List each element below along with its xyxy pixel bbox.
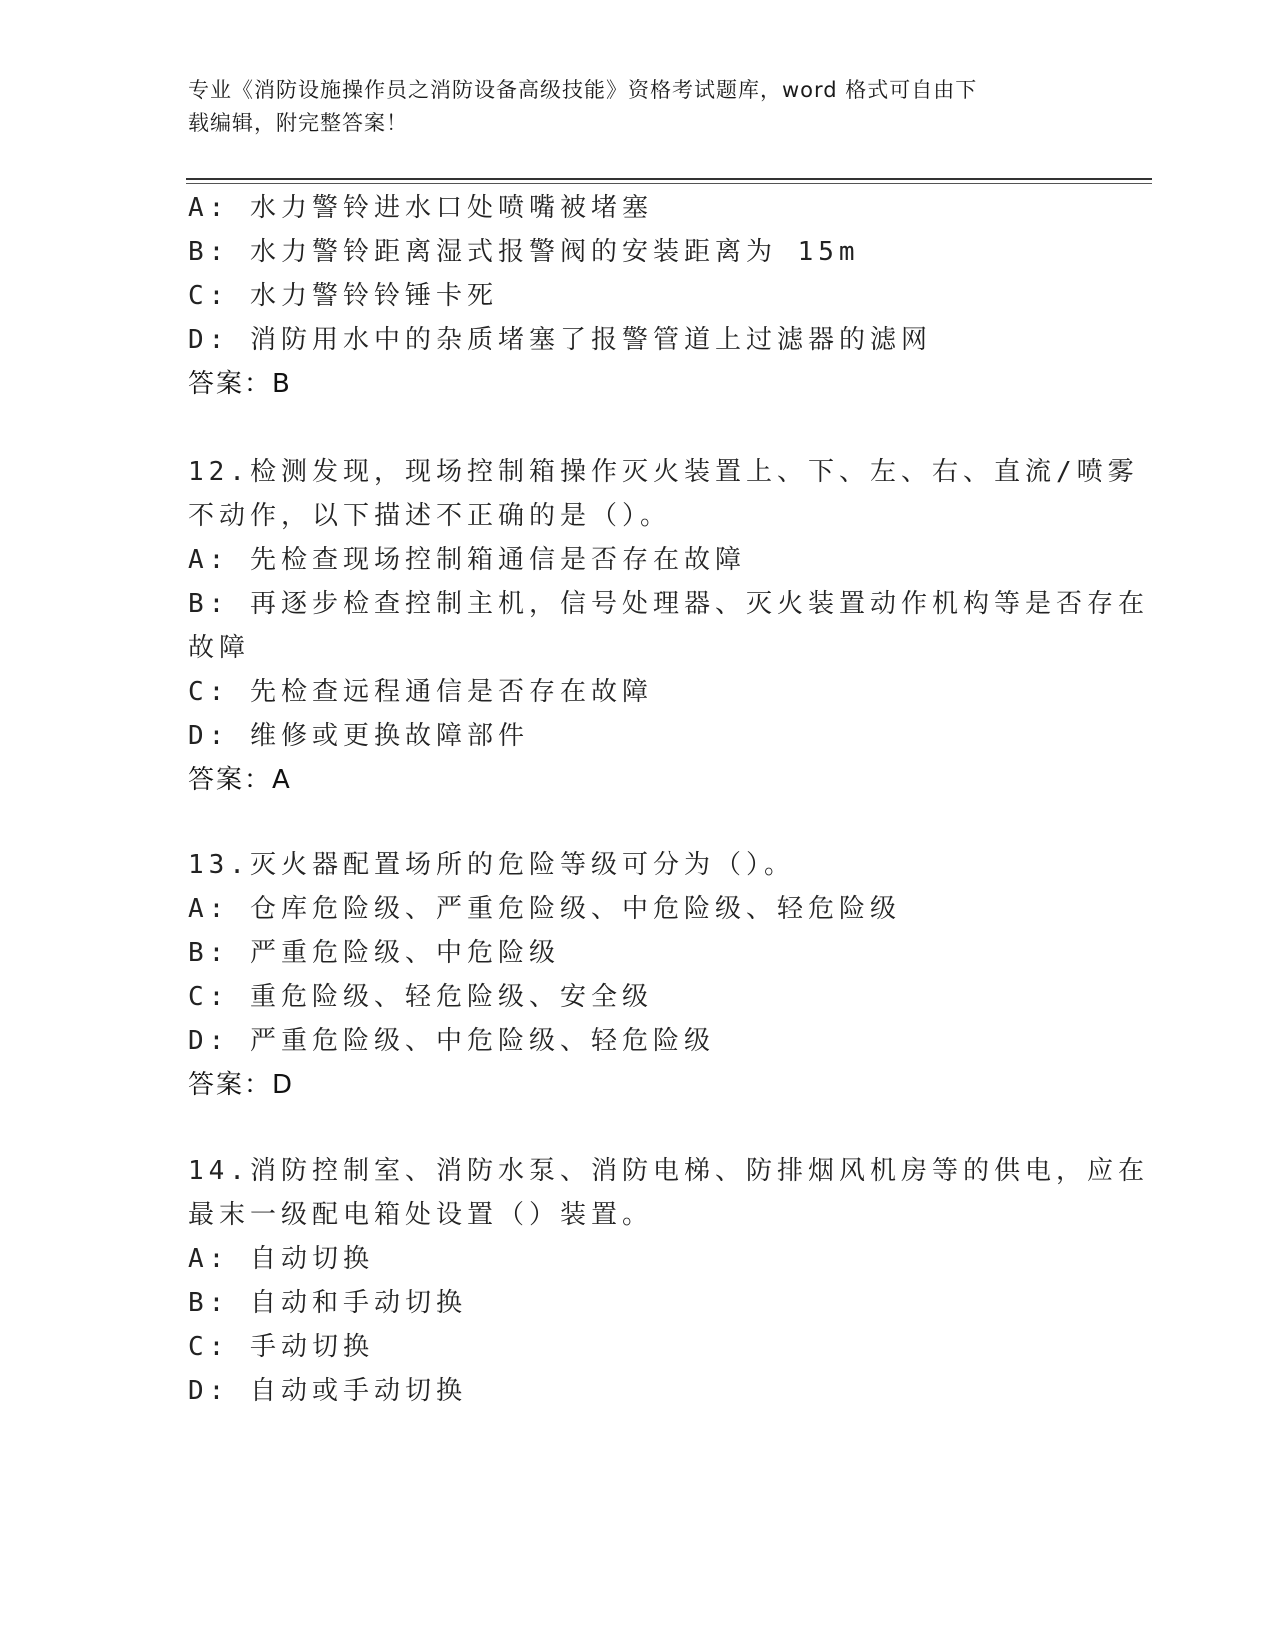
q11-option-a: A: 水力警铃进水口处喷嘴被堵塞 (188, 193, 653, 223)
q11-option-b: B: 水力警铃距离湿式报警阀的安装距离为 15m (188, 237, 860, 267)
q14-option-b: B: 自动和手动切换 (188, 1288, 467, 1318)
q14-option-a: A: 自动切换 (188, 1244, 374, 1274)
q14-stem-line-2: 最末一级配电箱处设置（）装置。 (188, 1200, 654, 1230)
q11-answer: 答案：B (188, 369, 292, 399)
q12-option-a: A: 先检查现场控制箱通信是否存在故障 (188, 545, 746, 575)
q14-option-c: C: 手动切换 (188, 1332, 374, 1362)
q14-stem-line-1: 14.消防控制室、消防水泵、消防电梯、防排烟风机房等的供电，应在 (188, 1156, 1149, 1186)
document-header (188, 74, 1068, 140)
header-divider-thin (186, 183, 1152, 184)
q13-answer: 答案：D (188, 1070, 295, 1100)
q12-answer: 答案：A (188, 765, 292, 795)
q11-option-c: C: 水力警铃铃锤卡死 (188, 281, 498, 311)
q14-option-d: D: 自动或手动切换 (188, 1376, 467, 1406)
q13-stem: 13.灭火器配置场所的危险等级可分为（）。 (188, 850, 795, 880)
q13-option-d: D: 严重危险级、中危险级、轻危险级 (188, 1026, 715, 1056)
header-line-2: 载编辑，附完整答案！ (188, 111, 408, 135)
q11-option-d: D: 消防用水中的杂质堵塞了报警管道上过滤器的滤网 (188, 325, 932, 355)
q13-option-b: B: 严重危险级、中危险级 (188, 938, 560, 968)
header-divider-thick (186, 178, 1152, 180)
q12-option-b-line-1: B: 再逐步检查控制主机，信号处理器、灭火装置动作机构等是否存在 (188, 589, 1149, 619)
header-line-1: 专业《消防设施操作员之消防设备高级技能》资格考试题库，word 格式可自由下 (188, 78, 978, 102)
q12-stem-line-2: 不动作，以下描述不正确的是（）。 (188, 501, 672, 531)
q12-option-b-line-2: 故障 (188, 633, 251, 663)
q13-option-a: A: 仓库危险级、严重危险级、中危险级、轻危险级 (188, 894, 901, 924)
q12-option-d: D: 维修或更换故障部件 (188, 721, 529, 751)
q12-stem-line-1: 12.检测发现，现场控制箱操作灭火装置上、下、左、右、直流/喷雾 (188, 457, 1139, 487)
q12-option-c: C: 先检查远程通信是否存在故障 (188, 677, 653, 707)
q13-option-c: C: 重危险级、轻危险级、安全级 (188, 982, 653, 1012)
